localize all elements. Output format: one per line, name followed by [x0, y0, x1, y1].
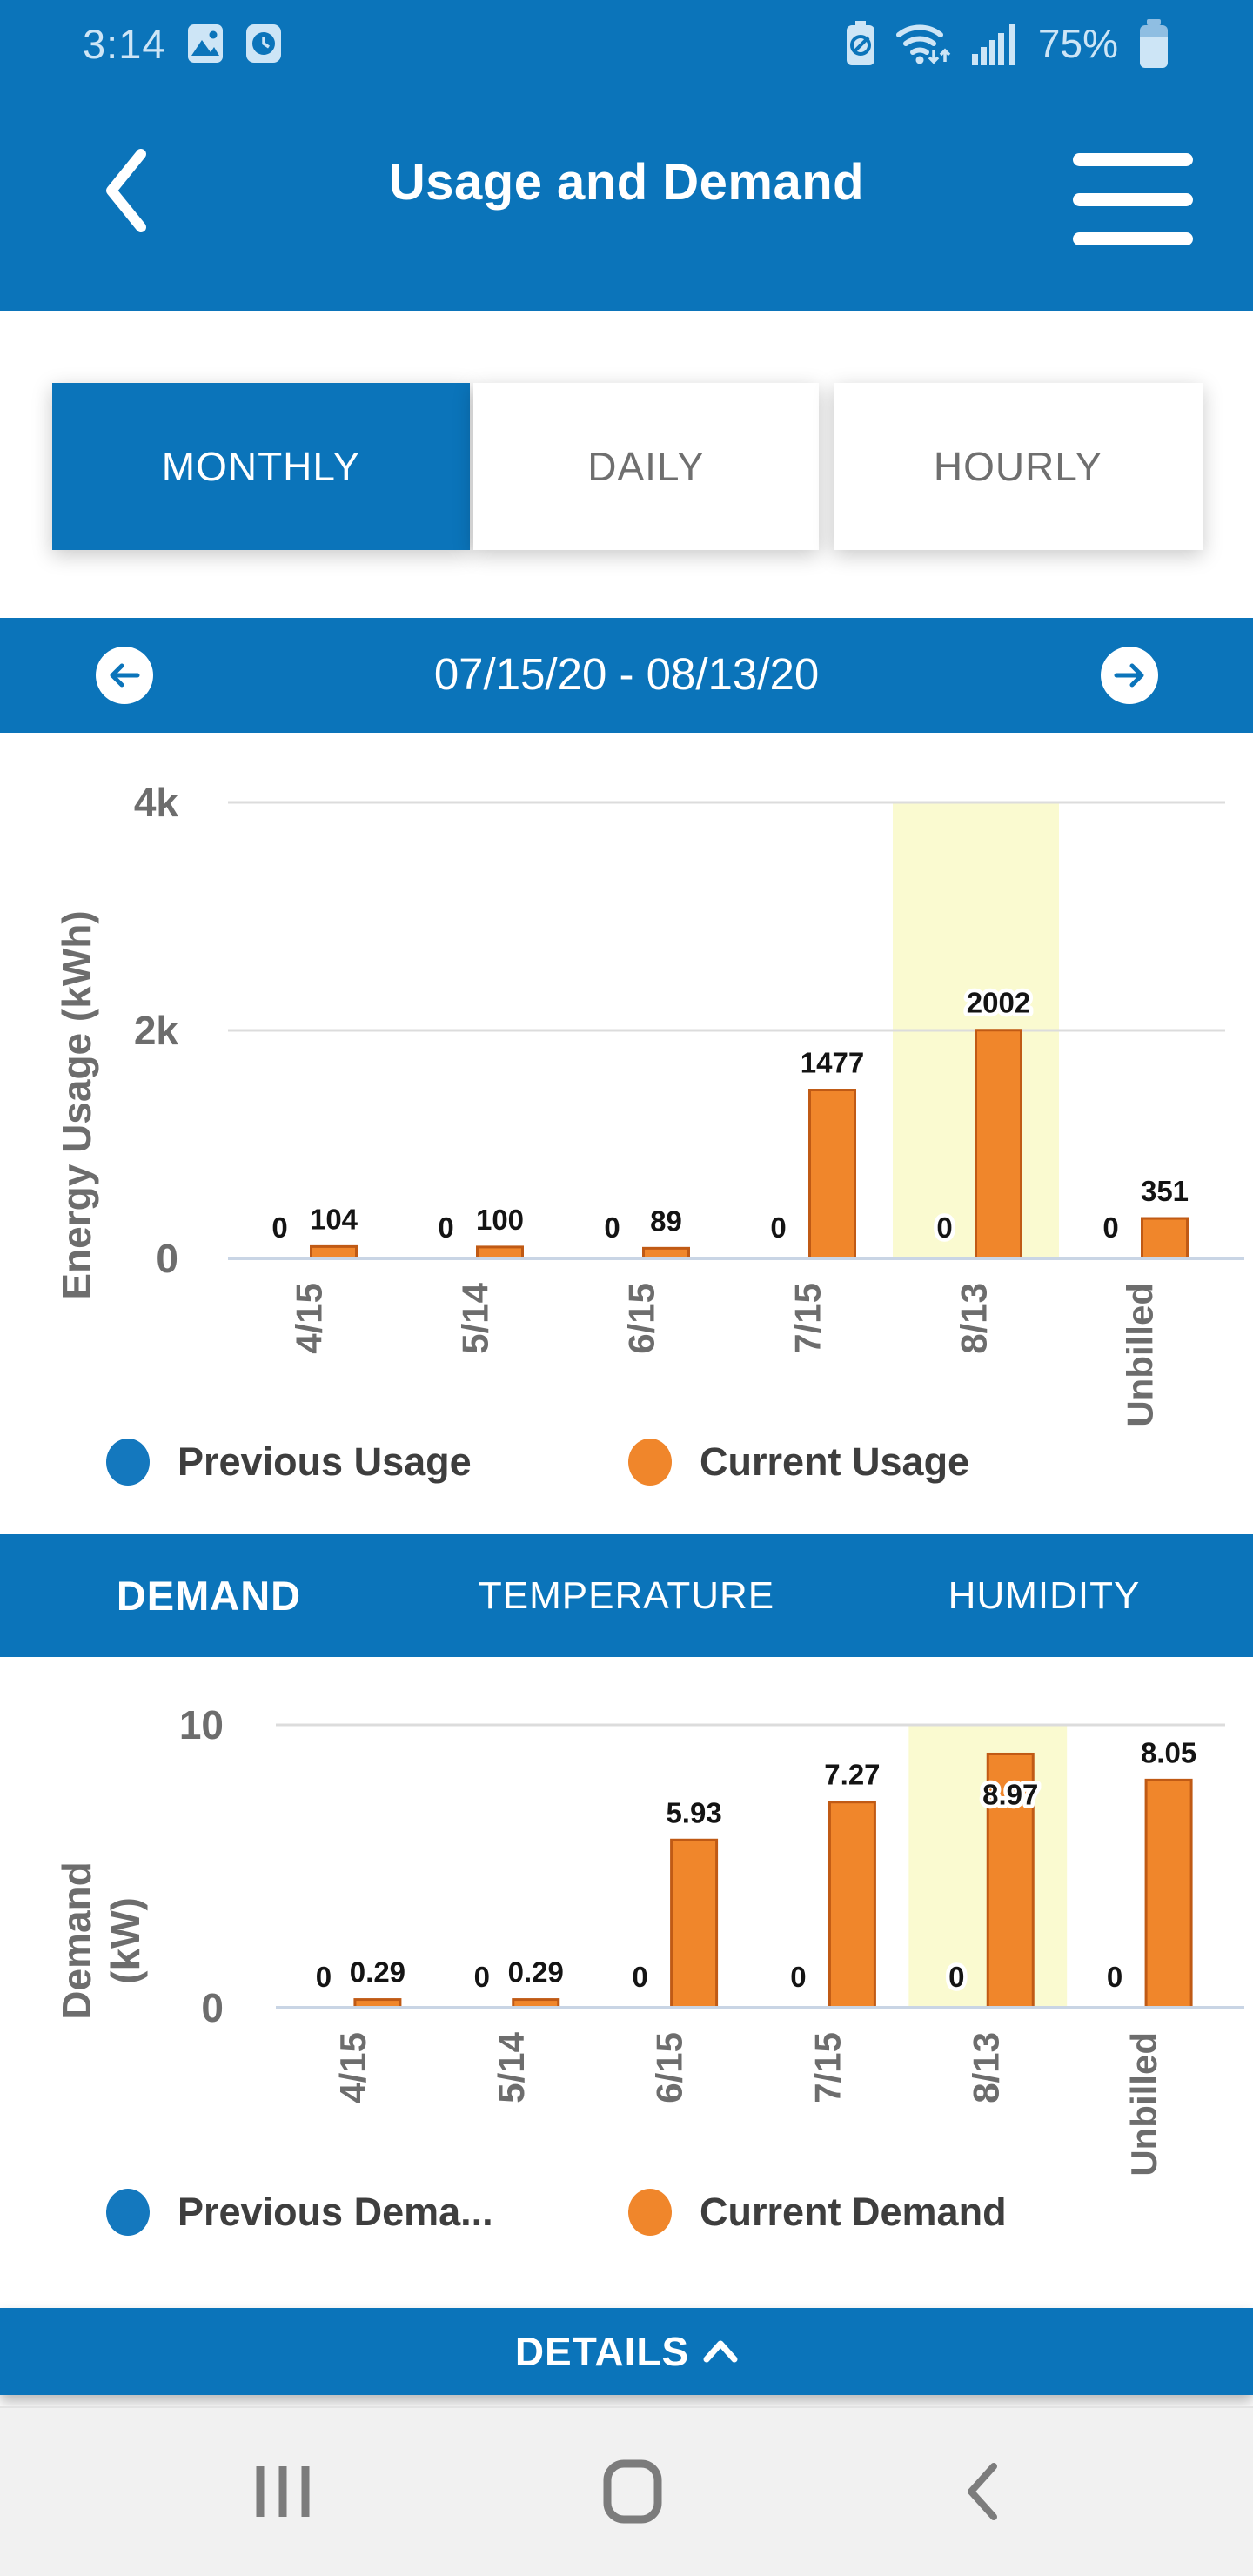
current-value-label: 89 — [650, 1204, 682, 1238]
bar-current-demand — [672, 1840, 717, 2008]
current-value-label: 0.29 — [349, 1955, 406, 1989]
bar-current-usage — [976, 1030, 1022, 1258]
details-button[interactable] — [0, 2308, 1253, 2395]
legend-label: Current Demand — [700, 2190, 1007, 2234]
next-period-button[interactable] — [1101, 647, 1158, 704]
usage-chart — [0, 748, 1253, 1462]
metric-tabs — [0, 1534, 1253, 1657]
previous-value-label: 0 — [271, 1211, 288, 1244]
legend-previous-demand — [106, 2188, 493, 2237]
previous-value-label: 0 — [604, 1211, 620, 1244]
x-category-label: 4/15 — [332, 2032, 373, 2103]
nav-back-button[interactable] — [952, 2459, 1016, 2526]
current-value-label: 104 — [309, 1203, 358, 1236]
y-axis-title: Demand — [54, 1862, 99, 2020]
status-time: 3:14 — [83, 20, 166, 67]
battery-percent: 75% — [1037, 21, 1118, 66]
current-value-label: 1477 — [800, 1046, 865, 1079]
current-value-label: 2002 — [966, 986, 1031, 1019]
current-value-label: 5.93 — [666, 1796, 722, 1829]
current-demand-dot-icon — [628, 2189, 672, 2236]
tab-temperature[interactable]: TEMPERATURE — [418, 1534, 835, 1657]
x-category-label: 6/15 — [620, 1283, 662, 1354]
x-category-label: 7/15 — [787, 1283, 828, 1354]
status-left — [83, 20, 282, 68]
nav-back-icon — [952, 2459, 1016, 2524]
previous-value-label: 0 — [936, 1211, 953, 1244]
previous-value-label: 0 — [632, 1961, 648, 1993]
x-category-label: Unbilled — [1123, 2032, 1165, 2177]
hamburger-menu-button[interactable] — [1073, 153, 1210, 245]
previous-usage-dot-icon — [106, 1439, 150, 1486]
bar-current-usage — [312, 1246, 357, 1258]
previous-value-label: 0 — [790, 1961, 807, 1993]
signal-icon — [972, 21, 1019, 66]
hamburger-bar — [1073, 232, 1193, 245]
y-tick-label: 2k — [133, 1008, 178, 1053]
x-category-label: 5/14 — [490, 2032, 532, 2103]
current-value-label: 351 — [1140, 1175, 1189, 1208]
tab-humidity[interactable]: HUMIDITY — [835, 1534, 1253, 1657]
current-value-label: 8.05 — [1140, 1736, 1197, 1769]
y-axis-title: (kW) — [103, 1897, 148, 1984]
x-category-label: Unbilled — [1119, 1283, 1161, 1427]
details-label: DETAILS — [514, 2329, 690, 2374]
x-category-label: 4/15 — [288, 1283, 330, 1354]
tab-hourly[interactable]: HOURLY — [834, 383, 1203, 550]
previous-demand-dot-icon — [106, 2189, 150, 2236]
current-usage-dot-icon — [628, 1439, 672, 1486]
current-value-label: 7.27 — [824, 1758, 881, 1791]
bar-current-demand — [829, 1802, 874, 2008]
tab-demand[interactable]: DEMAND — [0, 1534, 418, 1657]
tab-daily[interactable]: DAILY — [473, 383, 819, 550]
x-category-label: 8/13 — [953, 1283, 995, 1354]
hamburger-bar — [1073, 193, 1193, 206]
demand-chart — [0, 1657, 1253, 2266]
current-value-label: 8.97 — [982, 1778, 1039, 1811]
previous-value-label: 0 — [948, 1961, 965, 1993]
legend-current-usage — [628, 1438, 969, 1486]
x-category-label: 6/15 — [648, 2032, 690, 2103]
previous-value-label: 0 — [1102, 1211, 1119, 1244]
recents-icon — [251, 2459, 315, 2524]
chevron-up-icon — [703, 2340, 738, 2363]
previous-value-label: 0 — [473, 1961, 490, 1993]
legend-label: Previous Dema... — [178, 2190, 493, 2234]
bar-current-demand — [1146, 1780, 1191, 2008]
recents-button[interactable] — [251, 2459, 315, 2526]
clock-icon — [245, 23, 282, 64]
tab-monthly[interactable]: MONTHLY — [52, 383, 470, 550]
y-axis-title: Energy Usage (kWh) — [54, 910, 99, 1300]
y-tick-label: 0 — [156, 1236, 178, 1281]
arrow-right-icon — [1113, 660, 1146, 691]
home-icon — [600, 2459, 665, 2524]
y-tick-label: 10 — [178, 1702, 224, 1748]
x-category-label: 5/14 — [454, 1283, 496, 1354]
home-button[interactable] — [600, 2459, 665, 2526]
bar-current-usage — [810, 1090, 855, 1258]
gallery-icon — [184, 23, 226, 64]
x-category-label: 8/13 — [965, 2032, 1007, 2103]
previous-value-label: 0 — [1106, 1961, 1123, 1993]
page-title: Usage and Demand — [388, 154, 865, 211]
y-tick-label: 4k — [133, 780, 178, 825]
battery-saver-icon — [845, 21, 876, 66]
legend-label: Current Usage — [700, 1439, 970, 1484]
legend-previous-usage — [106, 1438, 472, 1486]
previous-value-label: 0 — [438, 1211, 454, 1244]
battery-icon — [1137, 19, 1170, 68]
previous-value-label: 0 — [315, 1961, 332, 1993]
current-value-label: 0.29 — [507, 1955, 564, 1989]
y-tick-label: 0 — [201, 1985, 224, 2030]
bar-current-usage — [1142, 1218, 1188, 1258]
legend-label: Previous Usage — [178, 1439, 472, 1484]
wifi-icon — [895, 21, 953, 66]
status-bar — [0, 0, 1253, 87]
current-value-label: 100 — [475, 1203, 525, 1236]
x-category-label: 7/15 — [807, 2032, 848, 2103]
legend-current-demand — [628, 2188, 1007, 2237]
date-range-label: 07/15/20 - 08/13/20 — [433, 649, 820, 699]
hamburger-bar — [1073, 153, 1193, 166]
status-right — [845, 19, 1170, 68]
previous-value-label: 0 — [770, 1211, 787, 1244]
